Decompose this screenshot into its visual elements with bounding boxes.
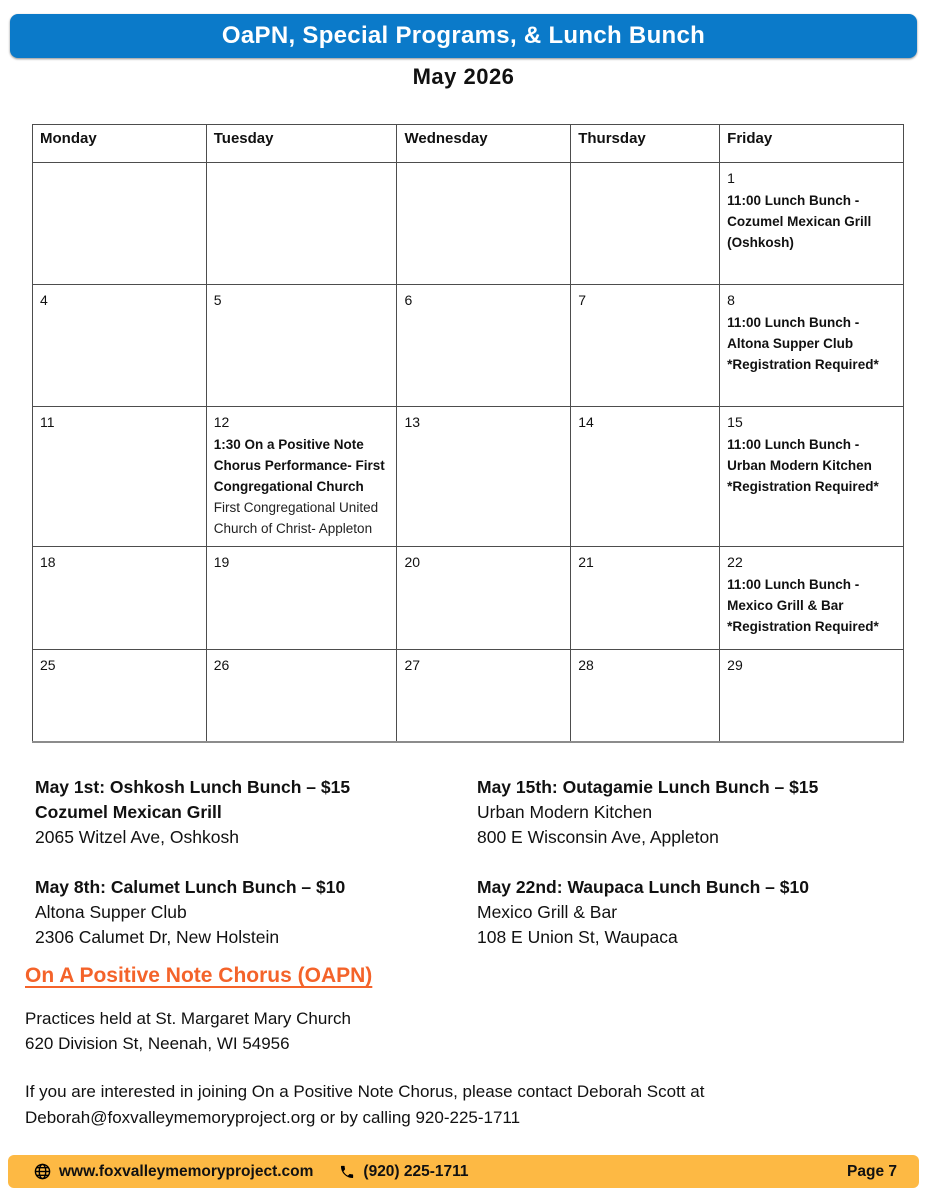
lunch-info-left-column [35,775,455,975]
day-number: 29 [727,657,743,673]
calendar-day-cell [720,650,904,742]
footer-phone-text: (920) 225-1711 [363,1162,469,1180]
day-number: 13 [404,414,421,430]
day-header: Tuesday [206,125,397,163]
calendar-day-cell [397,547,571,650]
calendar-day-cell [33,285,207,407]
day-header: Thursday [571,125,720,163]
calendar-body [33,163,904,742]
lunch-venue: Mexico Grill & Bar [477,902,618,922]
calendar-week-row [33,407,904,547]
calendar-day-cell [571,650,720,742]
day-number: 22 [727,554,743,570]
practice-address: 620 Division St, Neenah, WI 54956 [25,1034,290,1053]
calendar-day-cell [206,547,397,650]
calendar-day-cell [33,407,207,547]
day-number: 21 [578,554,594,570]
calendar-day-cell [206,650,397,742]
day-number: 18 [40,554,56,570]
calendar-day-cell [571,163,720,285]
contact-line: If you are interested in joining On a Positive Note Chorus, please contact Deborah Scott at [25,1082,705,1101]
practice-location [25,1006,351,1056]
phone-handset-icon [339,1164,355,1180]
practice-line: Practices held at St. Margaret Mary Church [25,1009,351,1028]
day-header: Monday [33,125,207,163]
calendar-week-row [33,650,904,742]
event-text: 1:30 On a Positive Note Chorus Performance- First Congregational Church [213,437,385,494]
event-text: 11:00 Lunch Bunch -Mexico Grill & Bar *Registration Required* [727,577,879,634]
calendar-day-cell [33,547,207,650]
footer-website-text: www.foxvalleymemoryproject.com [59,1162,314,1180]
globe-icon [34,1163,51,1180]
day-number: 1 [727,170,735,186]
day-number: 4 [40,292,48,308]
calendar-day-cell [720,547,904,650]
calendar-week-row [33,285,904,407]
calendar-day-cell [33,650,207,742]
calendar-day-cell [720,285,904,407]
lunch-address: 2065 Witzel Ave, Oshkosh [35,827,239,847]
calendar-table [32,124,904,743]
lunch-venue: Altona Supper Club [35,902,187,922]
lunch-venue: Cozumel Mexican Grill [35,802,222,822]
day-number: 8 [727,292,735,308]
calendar-day-cell [571,547,720,650]
day-number: 25 [40,657,56,673]
calendar-day-cell [397,285,571,407]
footer-bar [8,1155,919,1188]
day-number: 7 [578,292,587,308]
calendar-day-cell [397,407,571,547]
day-number: 19 [213,554,230,570]
lunch-info-title: May 8th: Calumet Lunch Bunch – $10 [35,877,346,897]
lunch-info-may1 [35,775,455,850]
contact-line: Deborah@foxvalleymemoryproject.org or by calling 920-225-1711 [25,1108,521,1127]
oapn-section-heading: On A Positive Note Chorus (OAPN) [25,964,373,987]
lunch-venue: Urban Modern Kitchen [477,802,653,822]
day-number: 12 [213,414,230,430]
day-number: 11 [40,414,55,430]
lunch-info-may15 [477,775,907,850]
day-header: Wednesday [397,125,571,163]
day-number: 14 [578,414,594,430]
lunch-info-right-column [477,775,907,975]
page-number: Page 7 [847,1162,897,1180]
page-title: OaPN, Special Programs, & Lunch Bunch [221,22,706,49]
lunch-address: 800 E Wisconsin Ave, Appleton [477,827,719,847]
footer-phone [339,1163,468,1181]
day-number: 27 [404,657,421,673]
day-number: 26 [213,657,230,673]
lunch-info-may8 [35,875,455,950]
calendar-day-cell [720,407,904,547]
month-title: May 2026 [412,64,515,89]
lunch-address: 108 E Union St, Waupaca [477,927,678,947]
contact-paragraph [25,1079,895,1131]
calendar-day-cell [397,163,571,285]
calendar-week-row [33,163,904,285]
lunch-info-title: May 22nd: Waupaca Lunch Bunch – $10 [477,877,809,897]
lunch-info-may22 [477,875,907,950]
day-header: Friday [720,125,904,163]
calendar-day-cell [720,163,904,285]
day-number: 6 [404,292,413,308]
lunch-info-title: May 15th: Outagamie Lunch Bunch – $15 [477,777,819,797]
calendar-day-cell [571,285,720,407]
lunch-address: 2306 Calumet Dr, New Holstein [35,927,280,947]
calendar-day-cell [33,163,207,285]
calendar-header-row [33,125,904,163]
calendar-week-row [33,547,904,650]
day-number: 28 [578,657,594,673]
calendar-day-cell [571,407,720,547]
calendar-day-cell [397,650,571,742]
title-banner [10,14,917,58]
calendar-day-cell [206,285,397,407]
day-number: 20 [404,554,421,570]
event-text: 11:00 Lunch Bunch - Cozumel Mexican Grill (Oshkosh) [727,193,872,250]
event-subtext: First Congregational United Church of Christ- Appleton [213,500,379,536]
event-text: 11:00 Lunch Bunch - Urban Modern Kitchen *Registration Required* [727,437,879,494]
calendar-day-cell [206,407,397,547]
event-text: 11:00 Lunch Bunch - Altona Supper Club *Registration Required* [727,315,879,372]
lunch-info-title: May 1st: Oshkosh Lunch Bunch – $15 [35,777,351,797]
footer-website [34,1163,313,1181]
day-number: 5 [213,292,222,308]
calendar-day-cell [206,163,397,285]
day-number: 15 [727,414,743,430]
